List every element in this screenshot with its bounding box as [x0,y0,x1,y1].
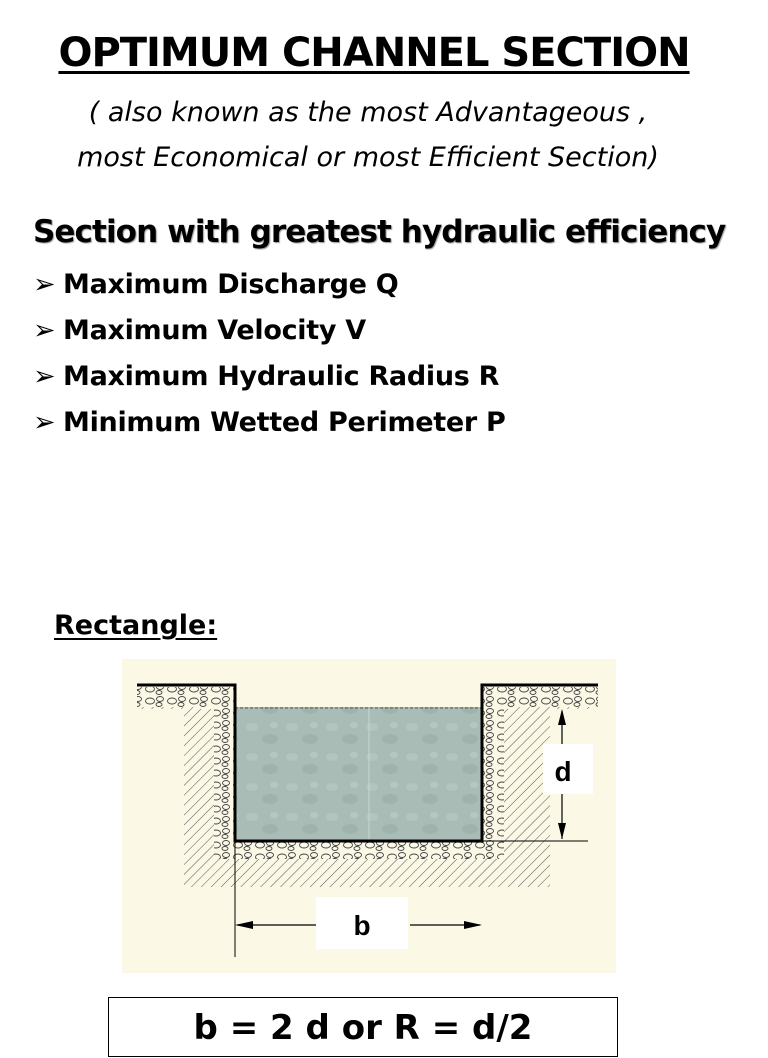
list-item-text: Maximum Discharge Q [63,269,399,300]
list-item [33,354,506,400]
subtitle [0,90,736,180]
arrow-bullet-icon: ➢ [33,315,56,346]
list-item-text: Minimum Wetted Perimeter P [63,407,506,438]
water-body [235,707,482,841]
depth-label: d [554,756,572,787]
arrow-bullet-icon: ➢ [33,407,56,438]
rectangular-channel-diagram [122,659,616,973]
list-item [33,262,506,308]
criteria-list [33,262,506,446]
section-heading: Section with greatest hydraulic efficiency [33,214,726,250]
width-label: b [353,910,371,941]
list-item-text: Maximum Hydraulic Radius R [63,361,500,392]
page-title: OPTIMUM CHANNEL SECTION [58,30,690,76]
formula-box: b = 2 d or R = d/2 [108,997,618,1057]
rectangle-label: Rectangle: [54,610,218,641]
list-item [33,308,506,354]
subtitle-line-1: ( also known as the most Advantageous , [88,97,648,128]
list-item-text: Maximum Velocity V [63,315,366,346]
arrow-bullet-icon: ➢ [33,269,56,300]
arrow-bullet-icon: ➢ [33,361,56,392]
list-item [33,400,506,446]
subtitle-line-2: most Economical or most Efficient Section) [77,142,659,173]
